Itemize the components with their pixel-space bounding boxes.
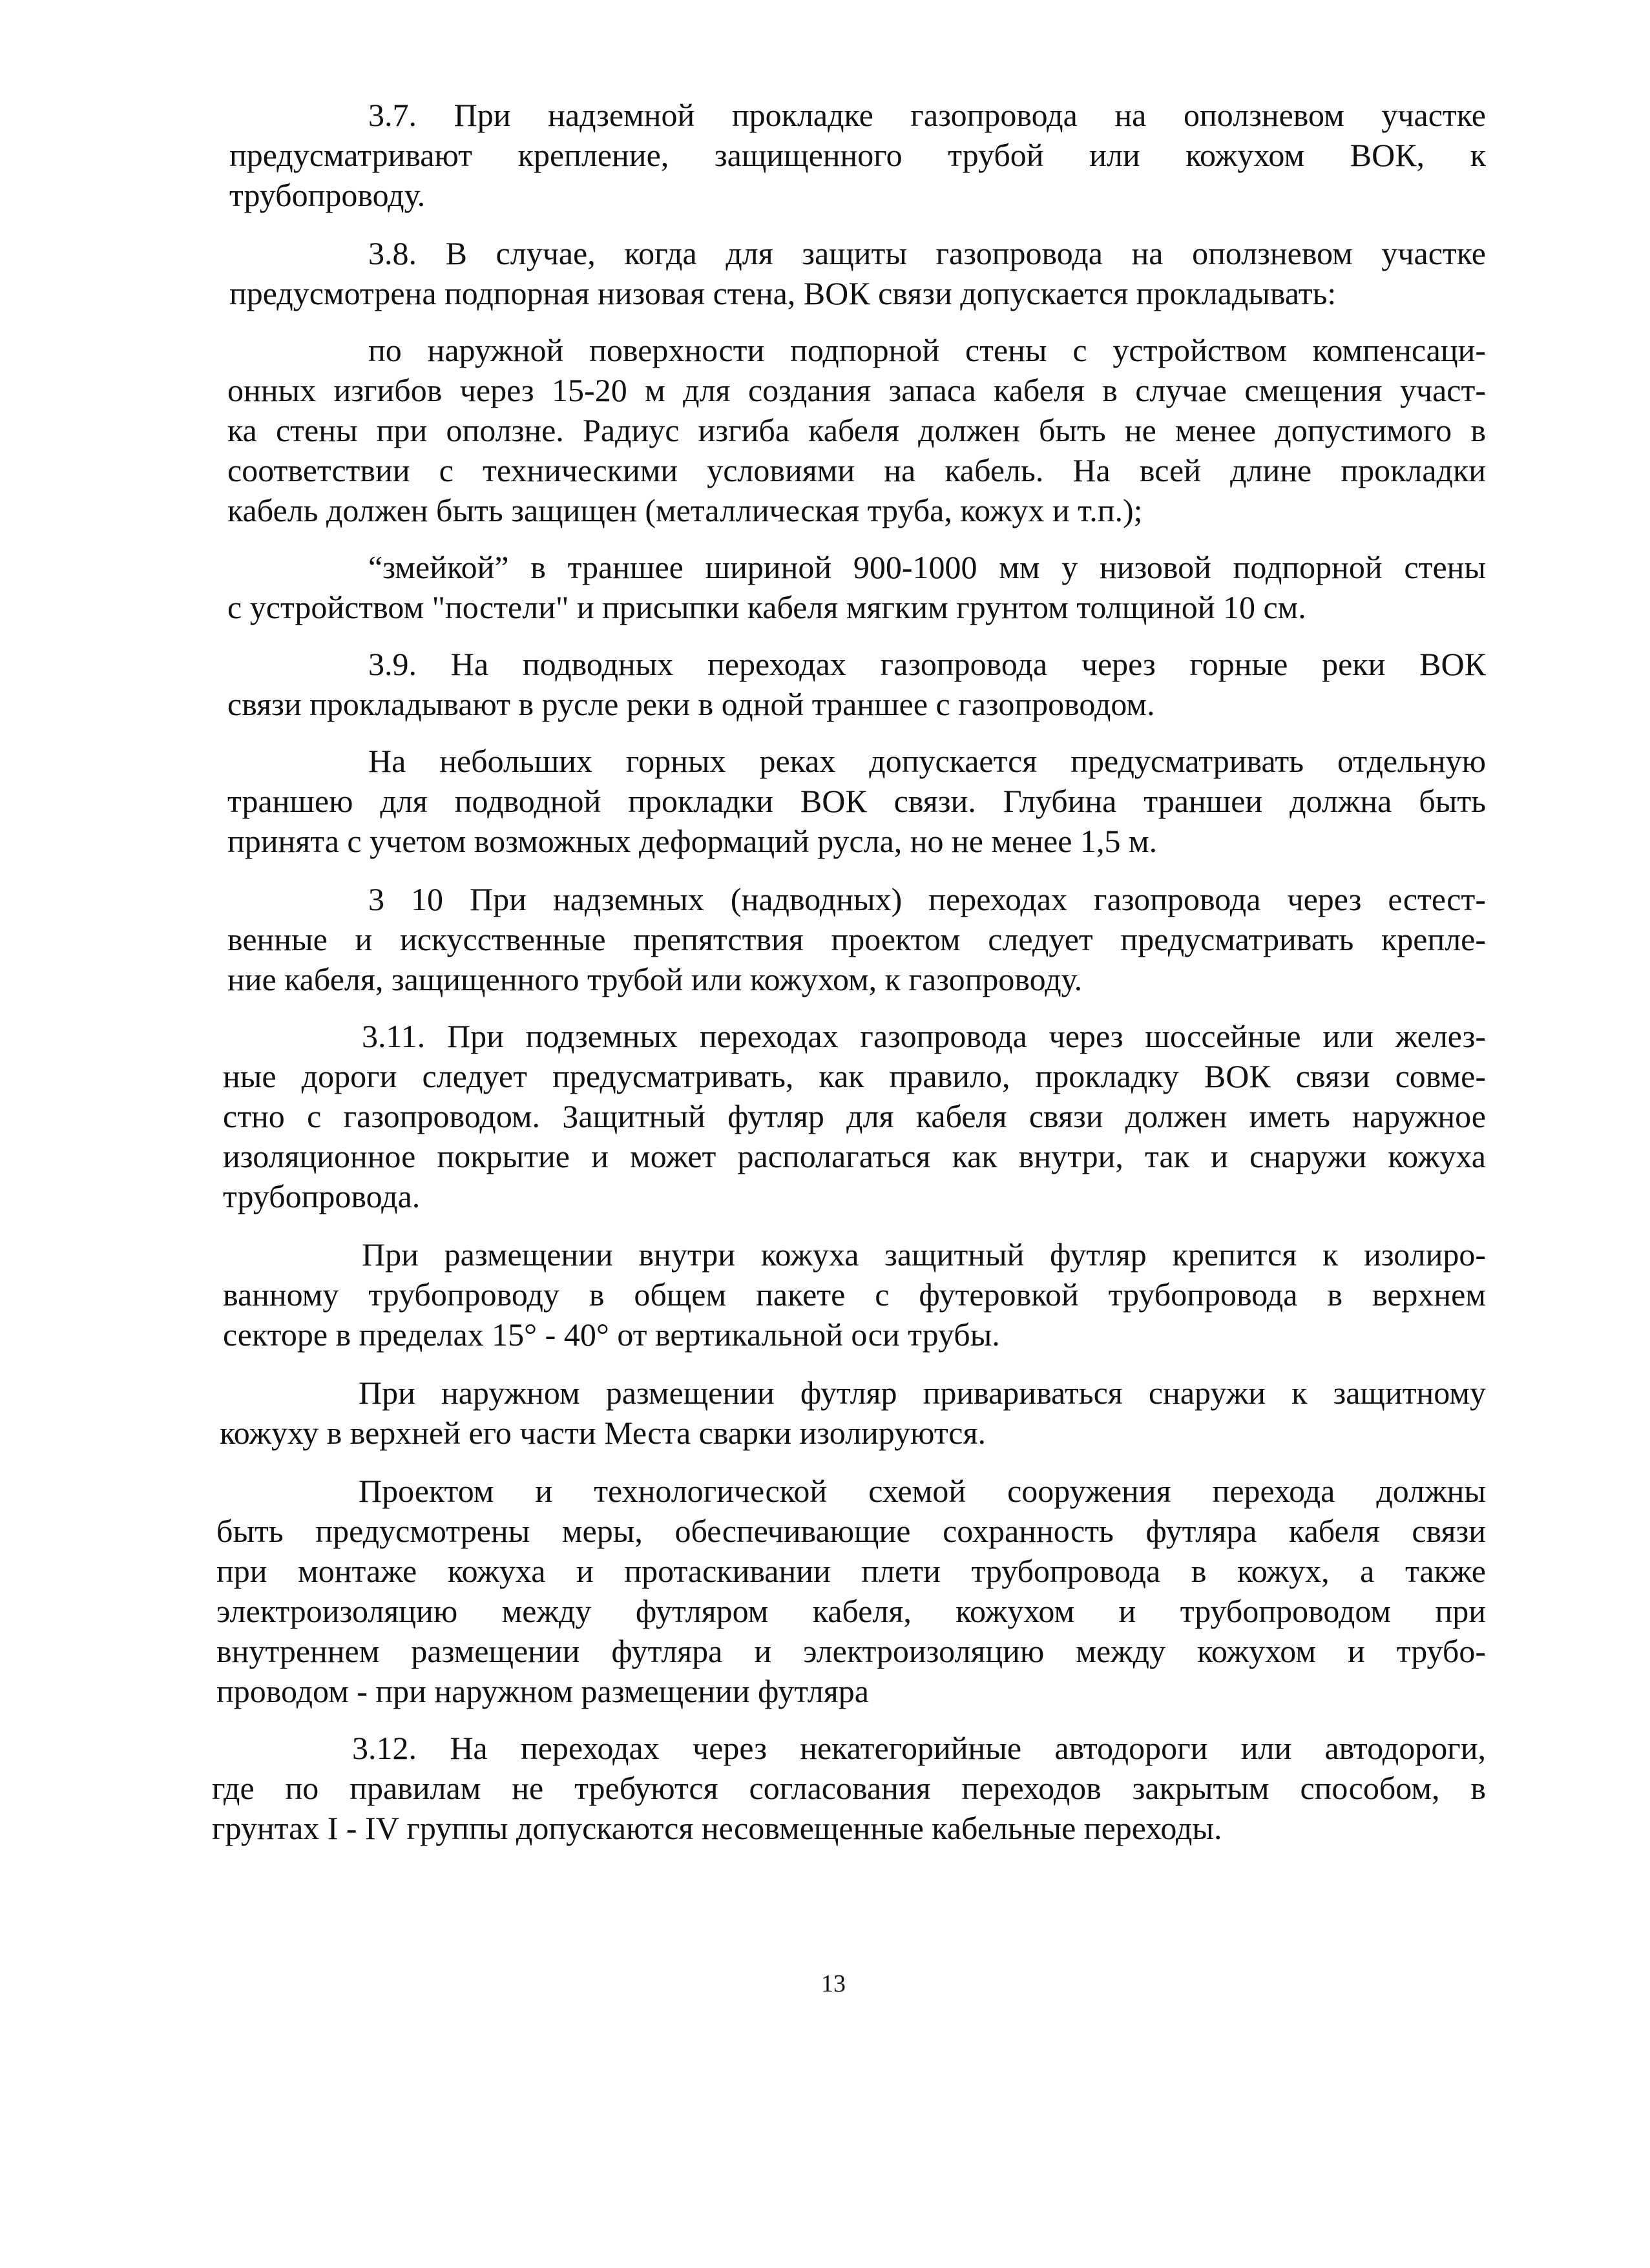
text-line: На небольших горных реках допускается предусматривать отдельную bbox=[368, 743, 1486, 779]
text-line: при монтаже кожуха и протаскивании плети трубопровода в кожух, а также bbox=[216, 1553, 1486, 1589]
text-line: 3.7. При надземной прокладке газопровода на оползневом участке bbox=[368, 97, 1486, 133]
text-line: быть предусмотрены меры, обеспечивающие сохранность футляра кабеля связи bbox=[216, 1513, 1486, 1549]
text-line: “змейкой” в траншее шириной 900-1000 мм у низовой подпорной стены bbox=[368, 549, 1486, 585]
text-line: принята с учетом возможных деформаций русла, но не менее 1,5 м. bbox=[227, 823, 1158, 859]
text-line: соответствии с техническими условиями на кабель. На всей длине прокладки bbox=[227, 452, 1486, 488]
text-line: 3.12. На переходах через некатегорийные автодороги или автодороги, bbox=[352, 1730, 1486, 1766]
text-line: 3 10 При надземных (надводных) переходах газопровода через естест- bbox=[368, 881, 1486, 917]
text-line: 3.8. В случае, когда для защиты газопровода на оползневом участке bbox=[368, 235, 1486, 271]
text-line: проводом - при наружном размещении футляра bbox=[216, 1673, 869, 1709]
text-line: ка стены при оползне. Радиус изгиба кабеля должен быть не менее допустимого в bbox=[227, 412, 1486, 448]
text-line: секторе в пределах 15° - 40° от вертикальной оси трубы. bbox=[223, 1316, 1000, 1353]
text-line: Проектом и технологической схемой сооружения перехода должны bbox=[359, 1473, 1486, 1509]
text-line: При наружном размещении футляр привариваться снаружи к защитному bbox=[359, 1375, 1486, 1411]
text-line: При размещении внутри кожуха защитный футляр крепится к изолиро- bbox=[362, 1236, 1486, 1273]
text-line: венные и искусственные препятствия проектом следует предусматривать крепле- bbox=[227, 921, 1486, 957]
text-line: по наружной поверхности подпорной стены с устройством компенсаци- bbox=[368, 332, 1486, 368]
text-line: изоляционное покрытие и может располагаться как внутри, так и снаружи кожуха bbox=[223, 1138, 1486, 1174]
text-line: где по правилам не требуются согласования переходов закрытым способом, в bbox=[212, 1770, 1486, 1806]
text-line: кожуху в верхней его части Места сварки изолируются. bbox=[220, 1415, 986, 1451]
text-line: трубопровода. bbox=[223, 1178, 421, 1214]
text-line: ванному трубопроводу в общем пакете с футеровкой трубопровода в верхнем bbox=[223, 1276, 1486, 1313]
text-line: предусмотрена подпорная низовая стена, ВОК связи допускается прокладывать: bbox=[229, 275, 1337, 311]
text-line: кабель должен быть защищен (металлическая труба, кожух и т.п.); bbox=[227, 492, 1143, 528]
text-line: предусматривают крепление, защищенного трубой или кожухом ВОК, к bbox=[229, 137, 1486, 173]
text-line: связи прокладывают в русле реки в одной траншее с газопроводом. bbox=[227, 686, 1155, 722]
page-number: 13 bbox=[821, 1970, 846, 1997]
text-line: стно с газопроводом. Защитный футляр для кабеля связи должен иметь наружное bbox=[223, 1098, 1486, 1134]
text-line: внутреннем размещении футляра и электроизоляцию между кожухом и трубо- bbox=[216, 1633, 1486, 1669]
text-line: 3.9. На подводных переходах газопровода через горные реки ВОК bbox=[368, 646, 1486, 682]
text-line: траншею для подводной прокладки ВОК связи. Глубина траншеи должна быть bbox=[227, 783, 1486, 819]
text-line: электроизоляцию между футляром кабеля, кожухом и трубопроводом при bbox=[216, 1593, 1486, 1629]
text-line: ные дороги следует предусматривать, как правило, прокладку ВОК связи совме- bbox=[223, 1058, 1486, 1094]
text-line: с устройством "постели" и присыпки кабеля мягким грунтом толщиной 10 см. bbox=[227, 589, 1306, 625]
text-line: грунтах I - IV группы допускаются несовмещенные кабельные переходы. bbox=[212, 1810, 1222, 1846]
text-line: онных изгибов через 15-20 м для создания запаса кабеля в случае смещения участ- bbox=[227, 372, 1486, 408]
text-line: 3.11. При подземных переходах газопровода через шоссейные или желез- bbox=[362, 1018, 1486, 1054]
text-line: трубопроводу. bbox=[229, 177, 426, 213]
text-line: ние кабеля, защищенного трубой или кожухом, к газопроводу. bbox=[227, 961, 1083, 997]
